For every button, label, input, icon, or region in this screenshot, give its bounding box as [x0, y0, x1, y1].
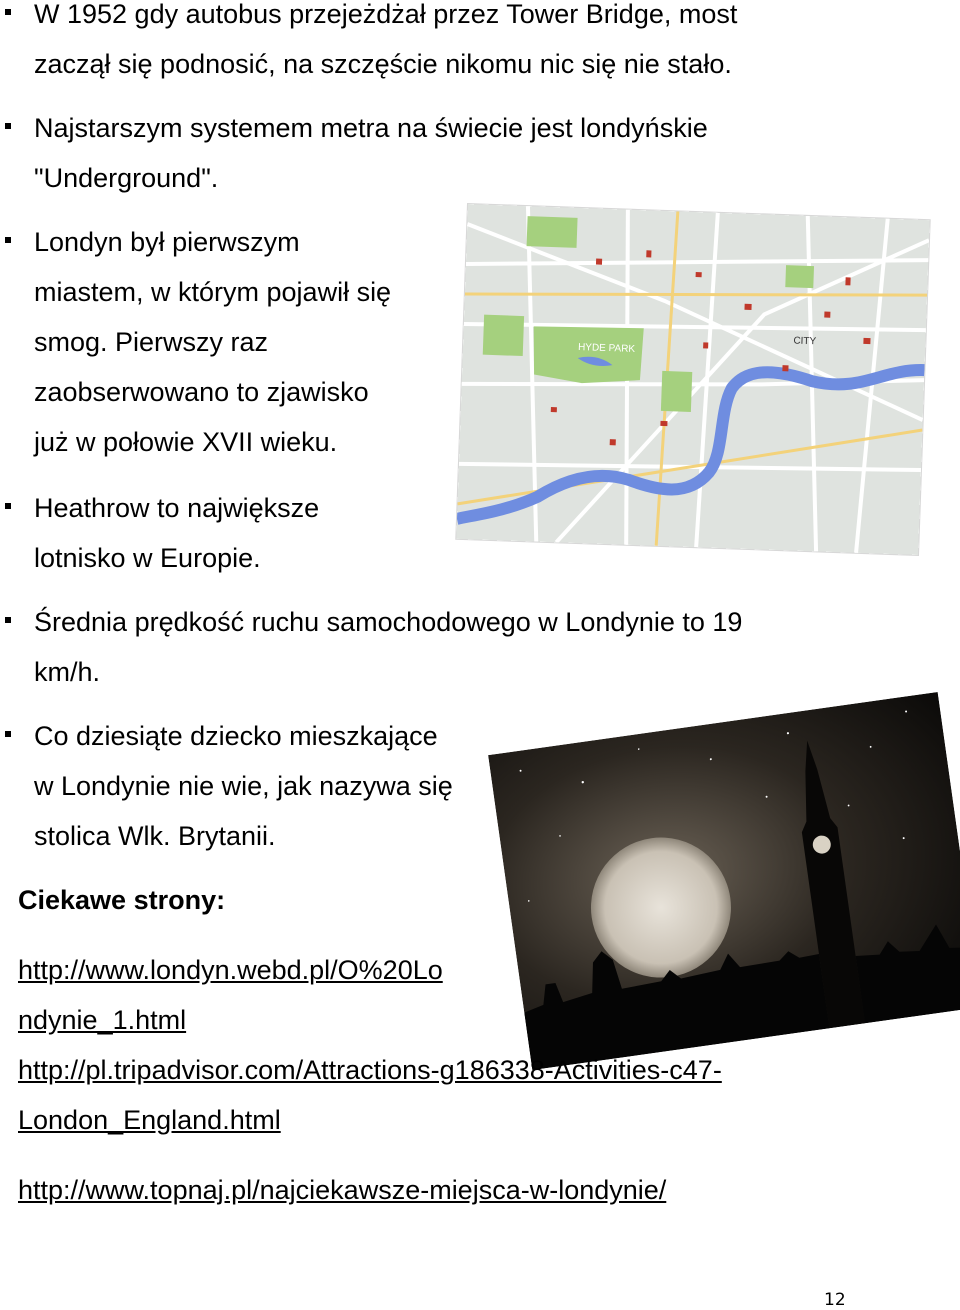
bullet-line: Najstarszym systemem metra na świecie jest londyńskie [34, 113, 708, 143]
night-london-image [488, 692, 960, 1070]
bullet-item-4 [0, 483, 440, 583]
bullet-item-6 [0, 711, 500, 861]
link-tripadvisor-part1[interactable]: http://pl.tripadvisor.com/Attractions-g186338-Activities-c47- [18, 1055, 722, 1085]
link-tripadvisor-part2[interactable]: London_England.html [18, 1105, 281, 1135]
bullet-item-3 [0, 217, 440, 467]
bullet-item-5 [0, 597, 900, 697]
bullet-marker [5, 237, 11, 243]
bullet-line: lotnisko w Europie. [34, 543, 261, 573]
links-heading: Ciekawe strony: [18, 885, 226, 915]
page-number: 12 [824, 1290, 846, 1310]
bullet-line: W 1952 gdy autobus przejeżdżał przez Tower Bridge, most [34, 0, 738, 29]
map-park [661, 371, 692, 412]
london-map-image [456, 204, 929, 555]
bullet-line: w Londynie nie wie, jak nazywa się [34, 771, 453, 801]
bullet-line: już w połowie XVII wieku. [34, 427, 338, 457]
bullet-line: km/h. [34, 657, 101, 687]
map-park [532, 324, 644, 385]
bullet-line: Londyn był pierwszym [34, 227, 300, 257]
map-label: HYDE PARK [577, 341, 636, 355]
link-londyn-webd-part2[interactable]: ndynie_1.html [18, 1005, 187, 1035]
bullet-marker [5, 617, 11, 623]
bullet-marker [5, 123, 11, 129]
link-topnaj[interactable]: http://www.topnaj.pl/najciekawsze-miejsca-w-londynie/ [18, 1175, 667, 1205]
map-label: CITY [793, 335, 817, 348]
map-park [785, 265, 814, 288]
bullet-item-2 [0, 103, 900, 203]
bullet-item-1 [0, 0, 900, 89]
bullet-line: Średnia prędkość ruchu samochodowego w Londynie to 19 [34, 607, 743, 637]
bullet-line: zaczął się podnosić, na szczęście nikomu nic się nie stało. [34, 49, 732, 79]
bullet-line: "Underground". [34, 163, 219, 193]
map-park [483, 315, 524, 356]
bullet-marker [5, 9, 11, 15]
map-graphic [456, 204, 929, 555]
bullet-line: Co dziesiąte dziecko mieszkające [34, 721, 438, 751]
night-graphic [488, 692, 960, 1070]
bullet-line: miastem, w którym pojawił się [34, 277, 392, 307]
bullet-marker [5, 503, 11, 509]
bullet-line: smog. Pierwszy raz [34, 327, 269, 357]
link-londyn-webd-part1[interactable]: http://www.londyn.webd.pl/O%20Lo [18, 955, 443, 985]
bullet-line: stolica Wlk. Brytanii. [34, 821, 276, 851]
map-park [527, 216, 578, 248]
bullet-marker [5, 731, 11, 737]
bullet-line: zaobserwowano to zjawisko [34, 377, 369, 407]
bullet-line: Heathrow to największe [34, 493, 320, 523]
